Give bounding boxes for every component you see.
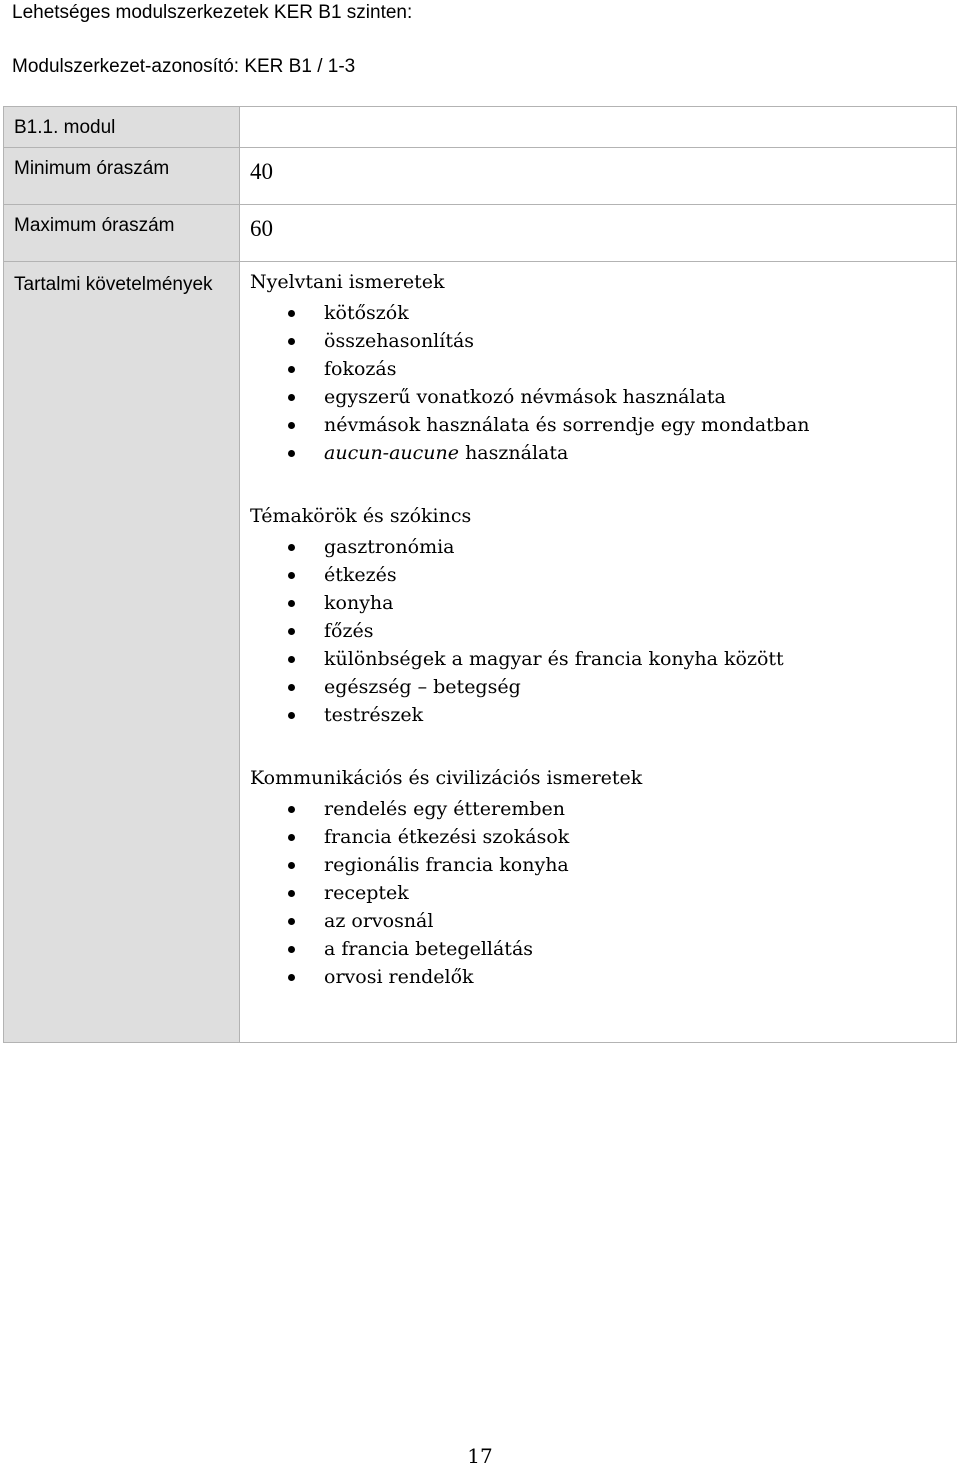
topics-section [250,502,956,729]
list-item: egészség – betegség [250,673,956,701]
list-item: különbségek a magyar és francia konyha között [250,645,956,673]
page-heading: Lehetséges modulszerkezetek KER B1 szinten: [12,2,413,23]
max-hours-label: Maximum óraszám [4,205,240,262]
min-hours-row [4,148,957,205]
list-item: étkezés [250,561,956,589]
module-name-empty-cell [240,107,957,148]
module-structure-id: Modulszerkezet-azonosító: KER B1 / 1-3 [12,56,356,77]
list-item: gasztronómia [250,533,956,561]
list-item: főzés [250,617,956,645]
list-item: konyha [250,589,956,617]
list-item: regionális francia konyha [250,851,956,879]
communication-section [250,764,956,991]
list-item: orvosi rendelők [250,963,956,991]
topics-list [250,533,956,729]
max-hours-row [4,205,957,262]
list-item-rest: használata [459,442,569,464]
list-item: az orvosnál [250,907,956,935]
list-item: a francia betegellátás [250,935,956,963]
module-name-row [4,107,957,148]
max-hours-value: 60 [240,205,957,262]
page-number: 17 [467,1444,493,1468]
grammar-section [250,268,956,467]
list-item: egyszerű vonatkozó névmások használata [250,383,956,411]
communication-section-title: Kommunikációs és civilizációs ismeretek [250,767,643,789]
list-item: kötőszók [250,299,956,327]
list-item: névmások használata és sorrendje egy mondatban [250,411,956,439]
list-item: testrészek [250,701,956,729]
min-hours-label: Minimum óraszám [4,148,240,205]
content-requirements-label: Tartalmi követelmények [4,262,240,1043]
content-requirements-row [4,262,957,1043]
grammar-section-title: Nyelvtani ismeretek [250,271,445,293]
grammar-list [250,299,956,467]
list-item [250,439,956,467]
list-item: fokozás [250,355,956,383]
list-item: francia étkezési szokások [250,823,956,851]
module-name-cell: B1.1. modul [4,107,240,148]
min-hours-value: 40 [240,148,957,205]
italic-term: aucun-aucune [324,442,460,464]
topics-section-title: Témakörök és szókincs [250,505,472,527]
list-item: rendelés egy étteremben [250,795,956,823]
module-table [3,106,957,1043]
content-requirements-cell [240,262,957,1043]
communication-list [250,795,956,991]
list-item: összehasonlítás [250,327,956,355]
list-item: receptek [250,879,956,907]
